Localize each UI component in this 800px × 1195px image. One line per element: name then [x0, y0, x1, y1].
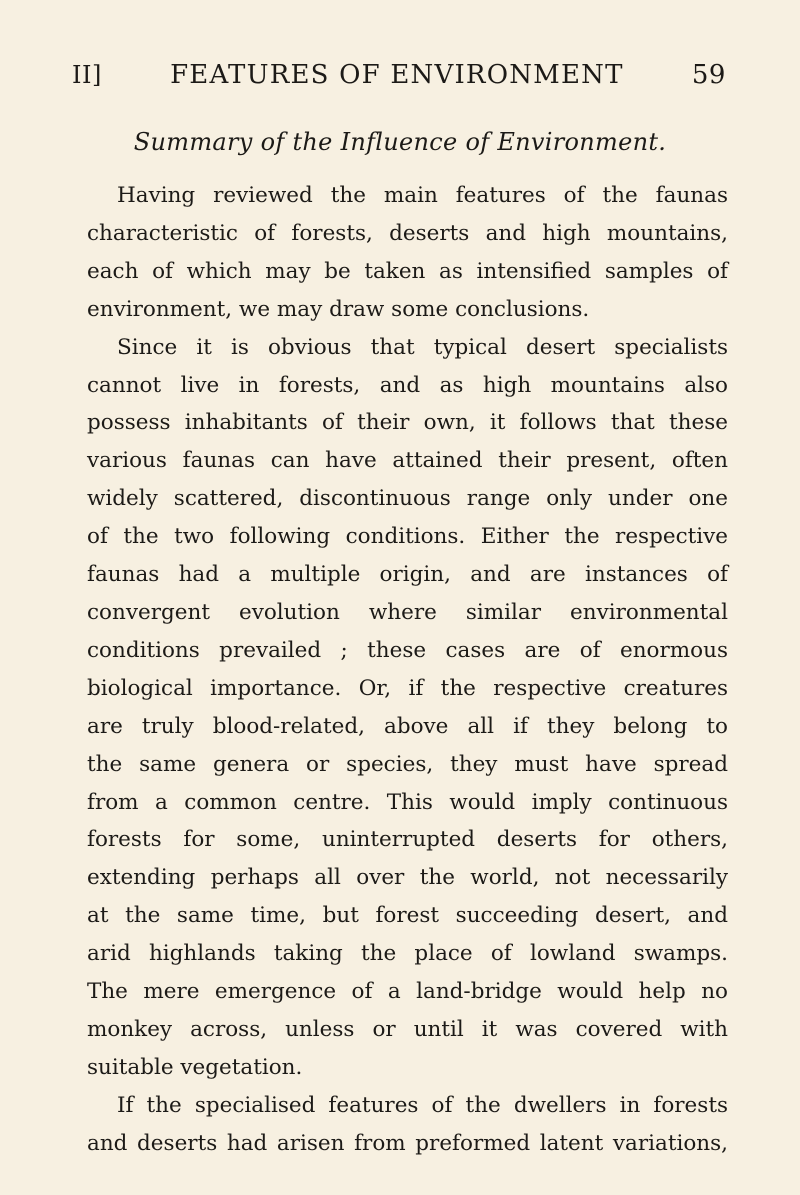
text-line: possess inhabitants of their own, it follows that these — [87, 410, 728, 436]
page-number: 59 — [691, 60, 726, 90]
text-line: from a common centre. This would imply continuous — [87, 789, 728, 815]
paragraph — [87, 329, 728, 1087]
text-line: each of which may be taken as intensified samples of — [87, 258, 728, 284]
chapter-number: II] — [72, 61, 102, 89]
text-line: conditions prevailed ; these cases are of enormous — [87, 637, 728, 663]
text-line: Having reviewed the main features of the faunas — [117, 183, 728, 208]
section-subheading: Summary of the Influence of Environment. — [133, 128, 667, 156]
paragraph — [87, 1087, 728, 1163]
text-line: Since it is obvious that typical desert specialists — [117, 334, 728, 360]
text-line: forests for some, uninterrupted deserts for others, — [87, 827, 728, 853]
text-line: monkey across, unless or until it was covered with — [87, 1016, 728, 1042]
text-line: at the same time, but forest succeeding desert, and — [87, 903, 728, 929]
text-line: The mere emergence of a land-bridge would help no — [87, 979, 728, 1005]
running-head — [72, 60, 726, 96]
text-line: cannot live in forests, and as high mountains also — [87, 372, 728, 398]
text-line: of the two following conditions. Either the respective — [87, 524, 728, 550]
text-line: and deserts had arisen from preformed latent variations, — [87, 1130, 728, 1156]
text-line: widely scattered, discontinuous range only under one — [87, 486, 728, 512]
text-line: suitable vegetation. — [87, 1054, 303, 1080]
text-line: the same genera or species, they must have spread — [87, 751, 728, 777]
text-line: faunas had a multiple origin, and are instances of — [87, 562, 728, 588]
body-text — [87, 177, 728, 1163]
text-line: If the specialised features of the dwellers in forests — [117, 1092, 728, 1118]
running-title: FEATURES OF ENVIRONMENT — [170, 60, 624, 90]
paragraph — [87, 177, 728, 329]
text-line: arid highlands taking the place of lowland swamps. — [87, 941, 728, 967]
text-line: characteristic of forests, deserts and high mountains, — [87, 220, 728, 246]
text-line: environment, we may draw some conclusions. — [87, 296, 590, 322]
text-line: are truly blood-related, above all if they belong to — [87, 713, 728, 739]
text-line: biological importance. Or, if the respective creatures — [87, 675, 728, 701]
text-line: convergent evolution where similar environmental — [87, 599, 728, 625]
text-line: extending perhaps all over the world, not necessarily — [87, 865, 728, 891]
text-line: various faunas can have attained their present, often — [87, 448, 728, 474]
